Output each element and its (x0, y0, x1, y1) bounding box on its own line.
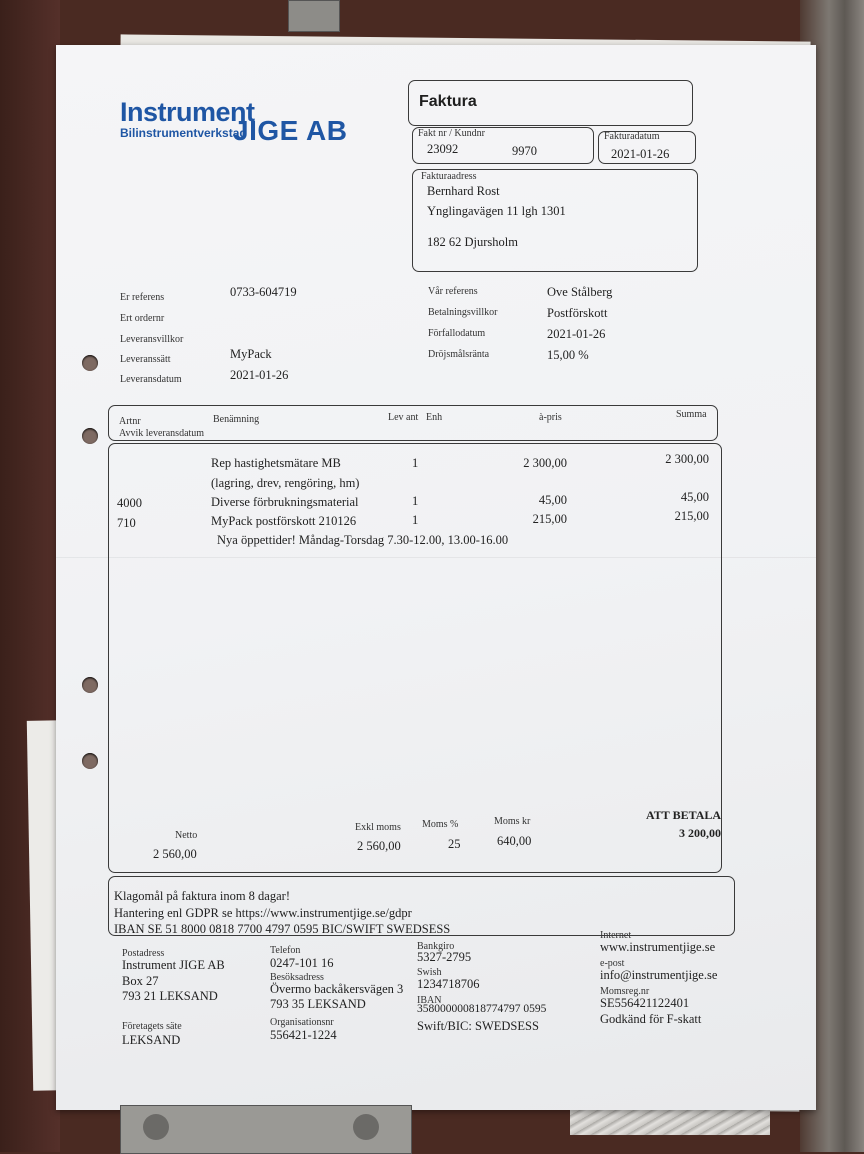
col-avvik: Avvik leveransdatum (119, 428, 205, 439)
invoice-date-label: Fakturadatum (604, 131, 660, 142)
col-apris: à-pris (539, 412, 562, 423)
telefon-value: 0247-101 16 (270, 956, 334, 970)
netto-value: 2 560,00 (153, 847, 197, 861)
row-description: Diverse förbrukningsmaterial (211, 495, 359, 509)
iban-label: IBAN (417, 995, 442, 1006)
invoice-title: Faktura (419, 93, 477, 110)
netto-label: Netto (175, 830, 198, 841)
ref-label: Leveransdatum (120, 374, 182, 385)
row-quantity: 1 (412, 456, 419, 470)
att-betala-value: 3 200,00 (679, 826, 721, 840)
complaint-notice: Klagomål på faktura inom 8 dagar! (114, 889, 290, 903)
moms-kr-value: 640,00 (497, 834, 532, 848)
punch-hole (82, 677, 98, 693)
invoice-sheet (56, 45, 816, 1110)
iban-notice: IBAN SE 51 8000 0818 7700 4797 0595 BIC/SWIFT SWEDSESS (114, 922, 451, 936)
col-summa: Summa (676, 409, 707, 420)
orgnr-value: 556421-1224 (270, 1028, 337, 1042)
postadress-label: Postadress (122, 948, 165, 959)
opening-hours-note: Nya öppettider! Måndag-Torsdag 7.30-12.00, 13.00-16.00 (217, 533, 509, 547)
orgnr-label: Organisationsnr (270, 1017, 334, 1028)
besok-line: Övermo backåkersvägen 3 (270, 982, 404, 996)
row-price: 2 300,00 (523, 456, 567, 470)
sate-value: LEKSAND (122, 1033, 181, 1047)
invoice-date: 2021-01-26 (611, 147, 670, 161)
address-street: Ynglingavägen 11 lgh 1301 (427, 204, 566, 218)
epost-label: e-post (600, 958, 625, 969)
postadress-line: Box 27 (122, 974, 159, 988)
invoice-number-box (412, 127, 594, 164)
row-quantity: 1 (412, 494, 419, 508)
invoice-title-box (408, 80, 693, 126)
postadress-line: 793 21 LEKSAND (122, 989, 218, 1003)
punch-hole (82, 753, 98, 769)
table-header-box (108, 405, 718, 441)
momsreg-label: Momsreg.nr (600, 986, 650, 997)
logo-text-subtitle: Bilinstrumentverkstad (120, 126, 247, 140)
internet-value: www.instrumentjige.se (600, 940, 716, 954)
row-description: Rep hastighetsmätare MB (211, 456, 341, 470)
col-enh: Enh (426, 412, 443, 423)
gdpr-notice: Hantering enl GDPR se https://www.instrumentjige.se/gdpr (114, 906, 412, 920)
table-body-box (108, 443, 722, 873)
fskatt-value: Godkänd för F-skatt (600, 1012, 702, 1026)
ref-label: Förfallodatum (428, 328, 486, 339)
ref-label: Leveransvillkor (120, 334, 184, 345)
footer-notice-box (108, 876, 735, 936)
ref-value: MyPack (230, 347, 272, 361)
address-name: Bernhard Rost (427, 184, 500, 198)
swish-value: 1234718706 (417, 977, 480, 991)
momsreg-value: SE556421122401 (600, 996, 690, 1010)
invoice-number: 23092 (427, 142, 459, 156)
ref-value: Ove Stålberg (547, 285, 613, 299)
col-benamning: Benämning (213, 414, 260, 425)
ref-label: Dröjsmålsränta (428, 349, 490, 360)
ref-value: 0733-604719 (230, 285, 297, 299)
swift-value: Swift/BIC: SWEDSESS (417, 1019, 539, 1033)
customer-number: 9970 (512, 144, 537, 158)
bankgiro-value: 5327-2795 (417, 950, 472, 964)
ref-value: 2021-01-26 (230, 368, 289, 382)
row-sum: 2 300,00 (665, 452, 709, 466)
ref-value: 2021-01-26 (547, 327, 606, 341)
ref-label: Leveranssätt (120, 354, 171, 365)
logo-text-instrument: Instrument (120, 97, 255, 127)
logo-text-jige: JIGE AB (233, 115, 348, 146)
row-sum: 45,00 (680, 490, 709, 504)
ref-label: Vår referens (428, 286, 478, 297)
invoice-number-label: Fakt nr / Kundnr (418, 128, 485, 139)
ref-value: 15,00 % (547, 348, 589, 362)
bankgiro-label: Bankgiro (417, 941, 455, 952)
sate-label: Företagets säte (122, 1021, 182, 1032)
swish-label: Swish (417, 967, 442, 978)
row-quantity: 1 (412, 513, 419, 527)
bolt-icon (353, 1114, 379, 1140)
moms-kr-label: Moms kr (494, 816, 531, 827)
att-betala-label: ATT BETALA (646, 808, 722, 822)
ref-label: Er referens (120, 292, 165, 303)
telefon-label: Telefon (270, 945, 301, 956)
address-city: 182 62 Djursholm (427, 235, 518, 249)
invoice-date-box (598, 131, 696, 164)
row-price: 45,00 (538, 493, 567, 507)
punch-hole (82, 428, 98, 444)
binder-clip-bottom (120, 1105, 412, 1154)
iban-value: 358000000818774797 0595 (417, 1003, 547, 1015)
col-lev-ant: Lev ant (388, 412, 419, 423)
row-artnr: 710 (117, 516, 136, 530)
bolt-icon (143, 1114, 169, 1140)
punch-hole (82, 355, 98, 371)
besok-label: Besöksadress (270, 972, 324, 983)
postadress-line: Instrument JIGE AB (122, 958, 225, 972)
invoice-address-box (412, 169, 698, 272)
binder-clip-top (288, 0, 340, 32)
row-price: 215,00 (532, 512, 567, 526)
ref-value: Postförskott (547, 306, 608, 320)
internet-label: Internet (600, 930, 632, 941)
row-description: (lagring, drev, rengöring, hm) (211, 476, 360, 490)
row-description: MyPack postförskott 210126 (211, 514, 357, 528)
invoice-address-label: Fakturaadress (421, 171, 477, 182)
moms-pct-label: Moms % (422, 819, 459, 830)
epost-value: info@instrumentjige.se (600, 968, 718, 982)
exkl-moms-label: Exkl moms (355, 822, 401, 833)
exkl-moms-value: 2 560,00 (357, 839, 401, 853)
ref-label: Ert ordernr (120, 313, 165, 324)
row-sum: 215,00 (674, 509, 709, 523)
moms-pct-value: 25 (448, 837, 461, 851)
col-artnr: Artnr (119, 416, 141, 427)
ref-label: Betalningsvillkor (428, 307, 498, 318)
row-artnr: 4000 (117, 496, 142, 510)
besok-line: 793 35 LEKSAND (270, 997, 366, 1011)
